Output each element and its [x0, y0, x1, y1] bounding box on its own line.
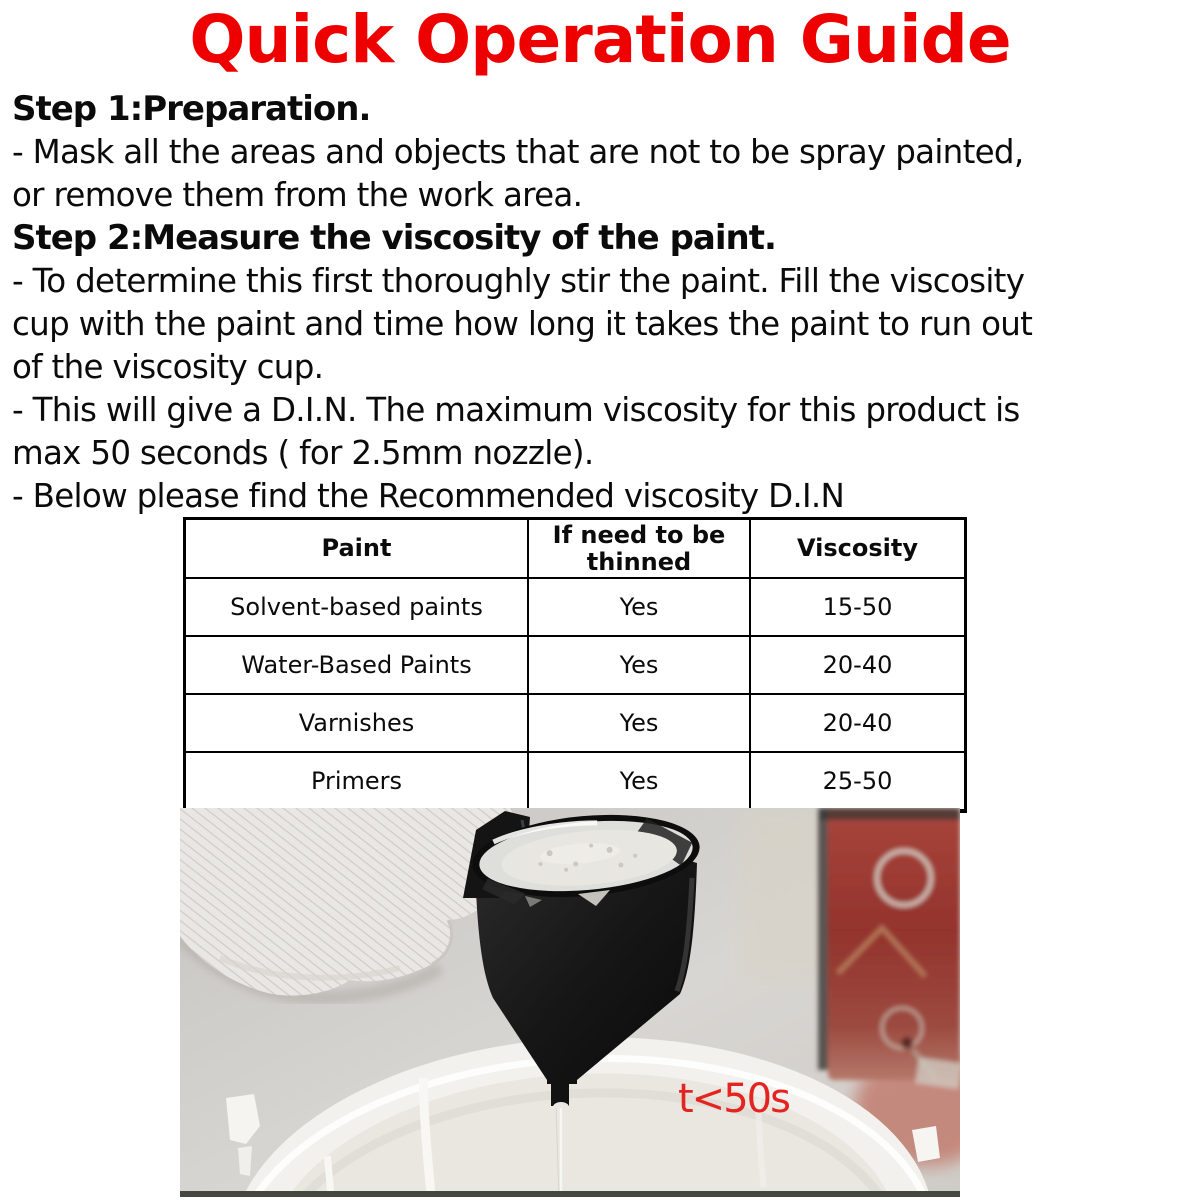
table-row — [185, 578, 966, 636]
table-cell: Yes — [528, 752, 750, 811]
step1-line: or remove them from the work area. — [12, 176, 583, 214]
step2-line: - This will give a D.I.N. The maximum viscosity for this product is — [12, 391, 1020, 429]
table-cell: Varnishes — [185, 694, 529, 752]
table-cell: 20-40 — [750, 694, 966, 752]
viscosity-table — [183, 517, 967, 813]
table-cell: Primers — [185, 752, 529, 811]
photo-bottom-strip — [180, 1191, 960, 1197]
page-title: Quick Operation Guide — [189, 1, 1011, 78]
instruction-text — [12, 88, 1200, 518]
table-row — [185, 752, 966, 811]
table-cell: Yes — [528, 694, 750, 752]
table-row — [185, 694, 966, 752]
table-header-viscosity: Viscosity — [750, 519, 966, 579]
photo-illustration — [180, 808, 960, 1197]
viscosity-demo-photo — [180, 808, 960, 1197]
table-row — [185, 636, 966, 694]
step1-line: - Mask all the areas and objects that are not to be spray painted, — [12, 133, 1024, 171]
table-cell: Yes — [528, 636, 750, 694]
step2-line: of the viscosity cup. — [12, 348, 324, 386]
table-cell: Yes — [528, 578, 750, 636]
step2-heading: Step 2:Measure the viscosity of the paint. — [12, 218, 776, 258]
step2-line: - Below please find the Recommended viscosity D.I.N — [12, 477, 845, 515]
step2-line: max 50 seconds ( for 2.5mm nozzle). — [12, 434, 594, 472]
table-header-row — [185, 519, 966, 579]
step2-line: cup with the paint and time how long it takes the paint to run out — [12, 305, 1033, 343]
table-cell: 25-50 — [750, 752, 966, 811]
step1-heading: Step 1:Preparation. — [12, 89, 371, 129]
table-header-paint: Paint — [185, 519, 529, 579]
table-cell: Solvent-based paints — [185, 578, 529, 636]
bucket-left-lug — [238, 1146, 252, 1176]
table-cell: Water-Based Paints — [185, 636, 529, 694]
table-cell: 15-50 — [750, 578, 966, 636]
step2-line: - To determine this first thoroughly stir the paint. Fill the viscosity — [12, 262, 1025, 300]
table-header-thinned: If need to be thinned — [528, 519, 750, 579]
table-cell: 20-40 — [750, 636, 966, 694]
time-caption: t<50s — [678, 1076, 789, 1122]
